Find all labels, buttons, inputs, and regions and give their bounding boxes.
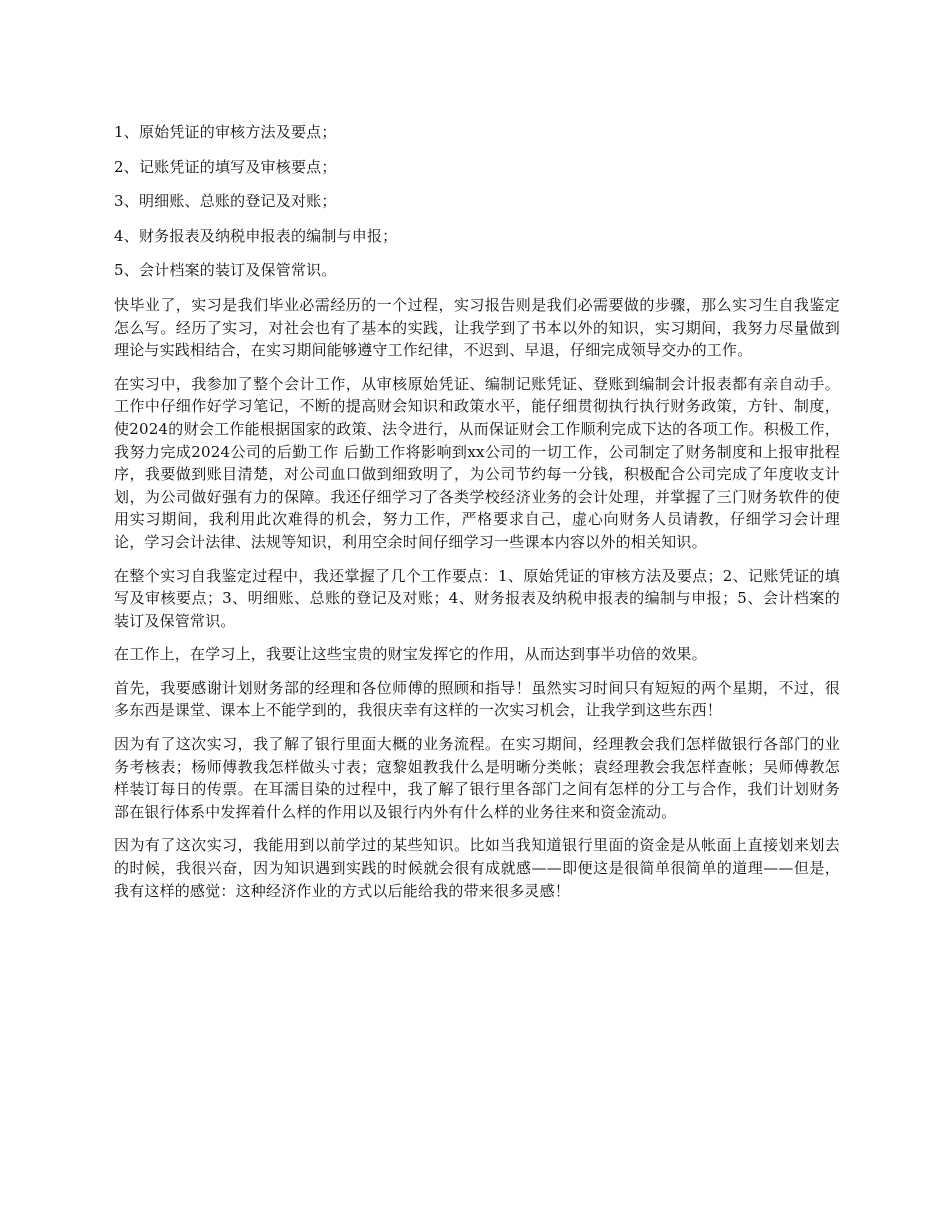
list-item: 1、原始凭证的审核方法及要点； — [114, 123, 337, 141]
body-paragraph: 在工作上，在学习上，我要让这些宝贵的财宝发挥它的作用，从而达到事半功倍的效果。 — [114, 645, 707, 664]
list-item: 4、财务报表及纳税申报表的编制与申报； — [114, 226, 398, 245]
list-item: 3、明细账、总账的登记及对账； — [114, 192, 337, 211]
body-paragraph: 因为有了这次实习，我能用到以前学过的某些知识。比如当我知道银行里面的资金是从帐面上直接划来划去的时候，我很兴奋，因为知识遇到实践的时候就会很有成就感——即便这是很简单很简单的道理——但是，我有这样的感觉：这种经济作业的方式以后能给我的带来很多灵感！ — [114, 836, 840, 900]
body-paragraph: 在实习中，我参加了整个会计工作，从审核原始凭证、编制记账凭证、登账到编制会计报表都有亲自动手。工作中仔细作好学习笔记，不断的提高财会知识和政策水平，能仔细贯彻执行执行财务政策，方针、制度，使2024的财会工作能根据国家的政策、法令进行，从而保证财会工作顺利完成下达的各项工作。积极工作，我努力完成2024公司的后勤工作 后勤工作将影响到xx公司的一切工作，公司制定了财务制度和上报审批程序，我要做到账目清楚，对公司血口做到细致明了，为公司节约每一分钱，积极配合公司完成了年度收支计划，为公司做好强有力的保障。我还仔细学习了各类学校经济业务的会计处理，并掌握了三门财务软件的使用实习期间，我利用此次难得的机会，努力工作，严格要求自己，虚心向财务人员请教，仔细学习会计理论，学习会计法律、法规等知识，利用空余时间仔细学习一些课本内容以外的相关知识。 — [114, 374, 840, 551]
body-paragraph: 首先，我要感谢计划财务部的经理和各位师傅的照顾和指导！虽然实习时间只有短短的两个星期，不过，很多东西是课堂、课本上不能学到的，我很庆幸有这样的一次实习机会，让我学到这些东西！ — [114, 678, 840, 720]
list-item: 2、记账凭证的填写及审核要点； — [114, 157, 337, 176]
body-paragraph: 快毕业了，实习是我们毕业必需经历的一个过程，实习报告则是我们必需要做的步骤，那么实习生自我鉴定怎么写。经历了实习，对社会也有了基本的实践，让我学到了书本以外的知识，实习期间，我努力尽量做到理论与实践相结合，在实习期间能够遵守工作纪律，不迟到、早退，仔细完成领导交办的工作。 — [114, 295, 840, 360]
document-page — [114, 121, 840, 902]
body-paragraph: 因为有了这次实习，我了解了银行里面大概的业务流程。在实习期间，经理教会我们怎样做银行各部门的业务考核表；杨师傅教我怎样做头寸表；寇黎姐教我什么是明晰分类帐；袁经理教会我怎样查帐；吴师傅教怎样装订每日的传票。在耳濡目染的过程中，我了解了银行里各部门之间有怎样的分工与合作，我们计划财务部在银行体系中发挥着什么样的作用以及银行内外有什么样的业务往来和资金流动。 — [114, 735, 840, 821]
list-item: 5、会计档案的装订及保管常识。 — [114, 261, 337, 280]
body-paragraph: 在整个实习自我鉴定过程中，我还掌握了几个工作要点：1、原始凭证的审核方法及要点；2、记账凭证的填写及审核要点；3、明细账、总账的登记及对账；4、财务报表及纳税申报表的编制与申报；5、会计档案的装订及保管常识。 — [114, 566, 840, 630]
